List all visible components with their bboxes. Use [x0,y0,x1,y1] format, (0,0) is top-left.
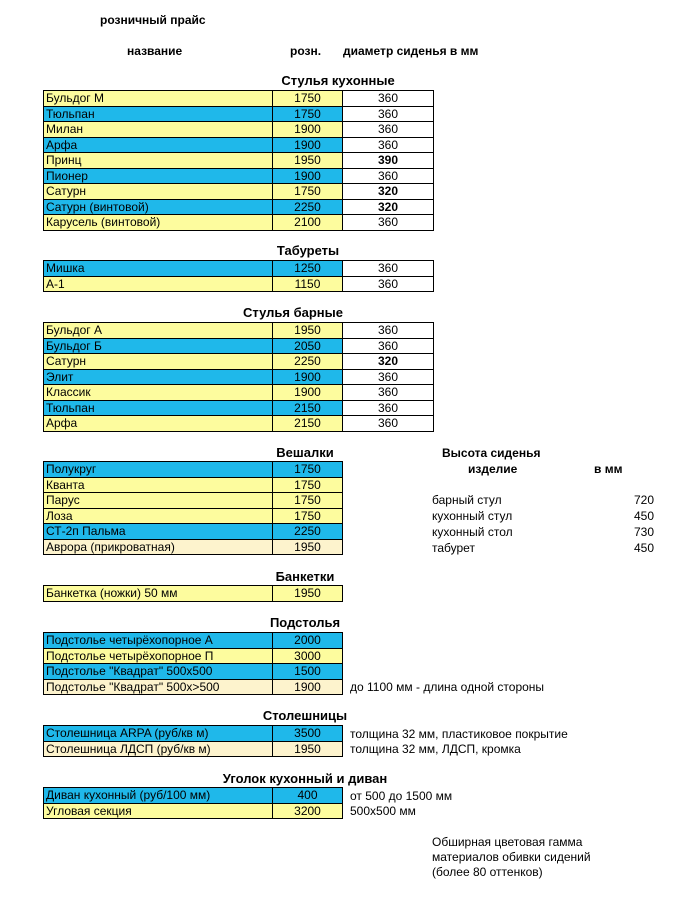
table-row [44,276,434,292]
item-price: 2150 [273,400,343,416]
stools-table [43,260,434,292]
bar-chairs-table [43,322,434,432]
table-row [44,493,343,509]
item-price: 1750 [273,508,343,524]
section-title-bar-chairs: Стулья барные [243,305,343,320]
item-name: Тюльпан [44,400,273,416]
item-name: Бульдог А [44,323,273,339]
list-item [432,540,654,556]
table-bases-table [43,632,343,695]
item-price: 1500 [273,664,343,680]
item-price: 1950 [273,539,343,555]
table-row [44,726,343,742]
item-price: 2250 [273,354,343,370]
list-item [432,524,654,540]
item-name: Милан [44,122,273,138]
footer-note-line: материалов обивки сидений [432,850,591,864]
item-price: 400 [273,788,343,804]
item-diameter: 360 [343,91,434,107]
section-title-table-bases: Подстолья [269,615,341,630]
item-price: 1900 [273,369,343,385]
item-name: Кванта [44,477,273,493]
table-row [44,648,343,664]
table-row [44,679,343,695]
section-title-kitchen-corner: Уголок кухонный и диван [222,771,388,786]
section-title-banquettes: Банкетки [275,569,335,584]
tabletop-note: толщина 32 мм, ЛДСП, кромка [350,742,521,756]
table-row [44,354,434,370]
item-name: Банкетка (ножки) 50 мм [44,586,273,602]
item-diameter: 360 [343,416,434,432]
item-diameter: 360 [343,400,434,416]
table-row [44,477,343,493]
table-row [44,400,434,416]
item-name: Угловая секция [44,803,273,819]
item-name: Сатурн [44,184,273,200]
item-price: 1750 [273,106,343,122]
item-diameter: 360 [343,385,434,401]
table-row [44,153,434,169]
item-diameter: 360 [343,106,434,122]
table-bases-note: до 1100 мм - длина одной стороны [350,680,545,694]
item-diameter: 320 [343,199,434,215]
table-row [44,106,434,122]
seat-height-label: табурет [432,541,475,555]
seat-height-list [432,492,654,556]
item-name: Полукруг [44,462,273,478]
item-price: 2100 [273,215,343,231]
seat-height-value: 720 [633,493,654,507]
item-diameter: 320 [343,184,434,200]
item-price: 1750 [273,493,343,509]
section-title-tabletops: Столешницы [262,708,348,723]
item-price: 1900 [273,122,343,138]
item-name: Подстолье "Квадрат" 500х>500 [44,679,273,695]
table-row [44,323,434,339]
table-row [44,586,343,602]
column-header-diameter: диаметр сиденья в мм [343,44,479,58]
item-diameter: 360 [343,168,434,184]
seat-height-label: кухонный стул [432,509,513,523]
table-row [44,633,343,649]
kitchen-chairs-table [43,90,434,231]
item-price: 1250 [273,261,343,277]
item-price: 2050 [273,338,343,354]
kitchen-corner-table [43,787,343,819]
item-price: 1900 [273,137,343,153]
item-price: 1950 [273,586,343,602]
table-row [44,524,343,540]
item-diameter: 320 [343,354,434,370]
item-name: Арфа [44,416,273,432]
item-price: 2250 [273,524,343,540]
item-diameter: 360 [343,323,434,339]
kitchen-corner-note: от 500 до 1500 мм [350,789,453,803]
seat-height-label: барный стул [432,493,502,507]
kitchen-corner-note: 500х500 мм [350,804,416,818]
seat-height-title: Высота сиденья [442,446,541,460]
section-title-stools: Табуреты [276,243,340,258]
table-row [44,168,434,184]
item-name: Пионер [44,168,273,184]
footer-note [432,835,591,880]
item-name: Бульдог Б [44,338,273,354]
seat-height-value: 730 [633,525,654,539]
seat-height-col-unit: в мм [594,462,623,476]
seat-height-label: кухонный стол [432,525,513,539]
item-name: Подстолье четырёхопорное П [44,648,273,664]
table-row [44,539,343,555]
footer-note-line: (более 80 оттенков) [432,865,543,879]
item-price: 1900 [273,385,343,401]
table-row [44,508,343,524]
table-row [44,664,343,680]
table-row [44,385,434,401]
seat-height-value: 450 [633,541,654,555]
seat-height-value: 450 [633,509,654,523]
column-header-name: название [127,44,183,58]
tabletops-table [43,725,343,757]
list-item [432,492,654,508]
item-price: 1950 [273,323,343,339]
item-name: Парус [44,493,273,509]
table-row [44,741,343,757]
item-price: 2250 [273,199,343,215]
item-diameter: 360 [343,137,434,153]
item-diameter: 360 [343,276,434,292]
table-row [44,261,434,277]
item-price: 3000 [273,648,343,664]
item-diameter: 390 [343,153,434,169]
item-name: Классик [44,385,273,401]
item-diameter: 360 [343,215,434,231]
seat-height-col-item: изделие [468,462,518,476]
table-row [44,338,434,354]
item-price: 1950 [273,741,343,757]
item-diameter: 360 [343,122,434,138]
item-name: Столешница ARPA (руб/кв м) [44,726,273,742]
list-item [432,508,654,524]
table-row [44,788,343,804]
item-name: Лоза [44,508,273,524]
item-price: 3200 [273,803,343,819]
item-price: 1150 [273,276,343,292]
item-price: 1950 [273,153,343,169]
section-title-kitchen-chairs: Стулья кухонные [281,73,395,88]
item-name: Элит [44,369,273,385]
item-name: Аврора (прикроватная) [44,539,273,555]
table-row [44,184,434,200]
footer-note-line: Обширная цветовая гамма [432,835,583,849]
table-row [44,199,434,215]
item-diameter: 360 [343,338,434,354]
page-title: розничный прайс [100,13,206,27]
item-price: 1750 [273,184,343,200]
item-price: 2150 [273,416,343,432]
item-name: Бульдог М [44,91,273,107]
item-name: Сатурн [44,354,273,370]
item-name: Диван кухонный (руб/100 мм) [44,788,273,804]
column-header-price: розн. [290,44,322,58]
item-name: Подстолье четырёхопорное А [44,633,273,649]
table-row [44,215,434,231]
item-name: А-1 [44,276,273,292]
tabletop-note: толщина 32 мм, пластиковое покрытие [350,727,568,741]
item-name: СТ-2п Пальма [44,524,273,540]
item-name: Сатурн (винтовой) [44,199,273,215]
item-name: Тюльпан [44,106,273,122]
table-row [44,416,434,432]
item-name: Карусель (винтовой) [44,215,273,231]
item-name: Подстолье "Квадрат" 500х500 [44,664,273,680]
section-title-hangers: Вешалки [276,445,334,460]
item-name: Принц [44,153,273,169]
table-row [44,462,343,478]
banquettes-table [43,585,343,602]
table-row [44,122,434,138]
table-row [44,369,434,385]
item-price: 1900 [273,679,343,695]
item-price: 1750 [273,91,343,107]
table-row [44,91,434,107]
item-name: Арфа [44,137,273,153]
item-diameter: 360 [343,261,434,277]
table-row [44,803,343,819]
hangers-table [43,461,343,555]
item-price: 2000 [273,633,343,649]
item-name: Мишка [44,261,273,277]
item-price: 1750 [273,462,343,478]
item-name: Столешница ЛДСП (руб/кв м) [44,741,273,757]
item-price: 3500 [273,726,343,742]
item-price: 1750 [273,477,343,493]
item-price: 1900 [273,168,343,184]
item-diameter: 360 [343,369,434,385]
table-row [44,137,434,153]
